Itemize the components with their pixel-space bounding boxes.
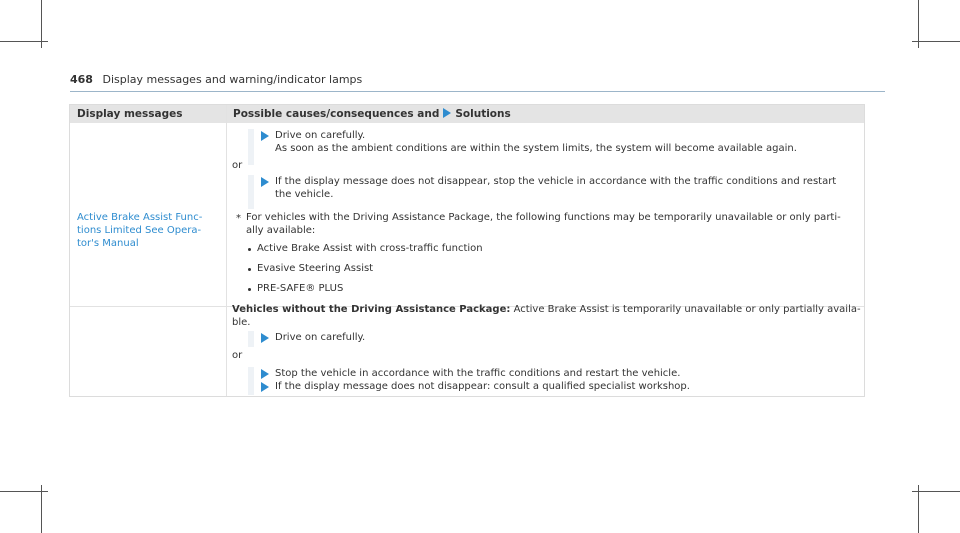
column-header-solutions-text: Solutions — [455, 108, 511, 120]
list-item: Active Brake Assist with cross-traffic function — [257, 243, 483, 254]
display-message: tions Limited See Opera- — [77, 225, 202, 236]
solution-arrow-icon — [443, 108, 451, 118]
step-bar — [248, 175, 254, 209]
step-bar — [248, 367, 254, 395]
step-bar — [248, 129, 254, 165]
asterisk: * — [236, 213, 241, 224]
step-arrow-icon — [261, 369, 269, 379]
page-header — [70, 73, 362, 86]
display-message: Active Brake Assist Func- — [77, 212, 203, 223]
step-arrow-icon — [261, 177, 269, 187]
intro-text: For vehicles with the Driving Assistance Package, the following functions may be temporarily unavailable or only parti- — [246, 212, 841, 223]
without-package-label: Vehicles without the Driving Assistance Package: — [232, 304, 511, 315]
column-header-causes-text: Possible causes/consequences and — [233, 108, 440, 120]
or-text: or — [232, 350, 243, 361]
header-rule — [70, 91, 885, 92]
step-bar — [248, 331, 254, 347]
message-table — [69, 104, 865, 397]
crop-mark — [912, 491, 960, 492]
list-item: Evasive Steering Assist — [257, 263, 374, 274]
step-text: As soon as the ambient conditions are within the system limits, the system will become available again. — [275, 143, 797, 154]
step-text: Stop the vehicle in accordance with the traffic conditions and restart the vehicle. — [275, 368, 681, 379]
or-text: or — [232, 160, 243, 171]
crop-mark — [41, 485, 42, 533]
crop-mark — [912, 41, 960, 42]
column-header-solutions — [233, 108, 511, 120]
step-text: If the display message does not disappear, stop the vehicle in accordance with the traffic conditions and restart — [275, 176, 837, 187]
step-arrow-icon — [261, 382, 269, 392]
bullet-icon — [248, 248, 251, 251]
step-text: the vehicle. — [275, 189, 334, 200]
step-arrow-icon — [261, 131, 269, 141]
intro-text: ally available: — [246, 225, 316, 236]
display-message: tor's Manual — [77, 238, 139, 249]
crop-mark — [0, 491, 48, 492]
step-text: Drive on carefully. — [275, 332, 366, 343]
step-arrow-icon — [261, 333, 269, 343]
table-header — [70, 105, 864, 123]
step-text: Drive on carefully. — [275, 130, 366, 141]
crop-mark — [918, 485, 919, 533]
without-package-note — [232, 303, 861, 316]
list-item: PRE-SAFE® PLUS — [257, 283, 344, 294]
page-number: 468 — [70, 73, 93, 86]
without-package-text: ble. — [232, 317, 251, 328]
bullet-icon — [248, 268, 251, 271]
step-text: If the display message does not disappear: consult a qualified specialist workshop. — [275, 381, 690, 392]
column-divider — [226, 105, 227, 396]
column-header-messages: Display messages — [77, 108, 183, 120]
page-title: Display messages and warning/indicator lamps — [102, 73, 363, 86]
bullet-icon — [248, 288, 251, 291]
crop-mark — [0, 41, 48, 42]
without-package-text: Active Brake Assist is temporarily unavailable or only partially availa- — [513, 304, 861, 315]
